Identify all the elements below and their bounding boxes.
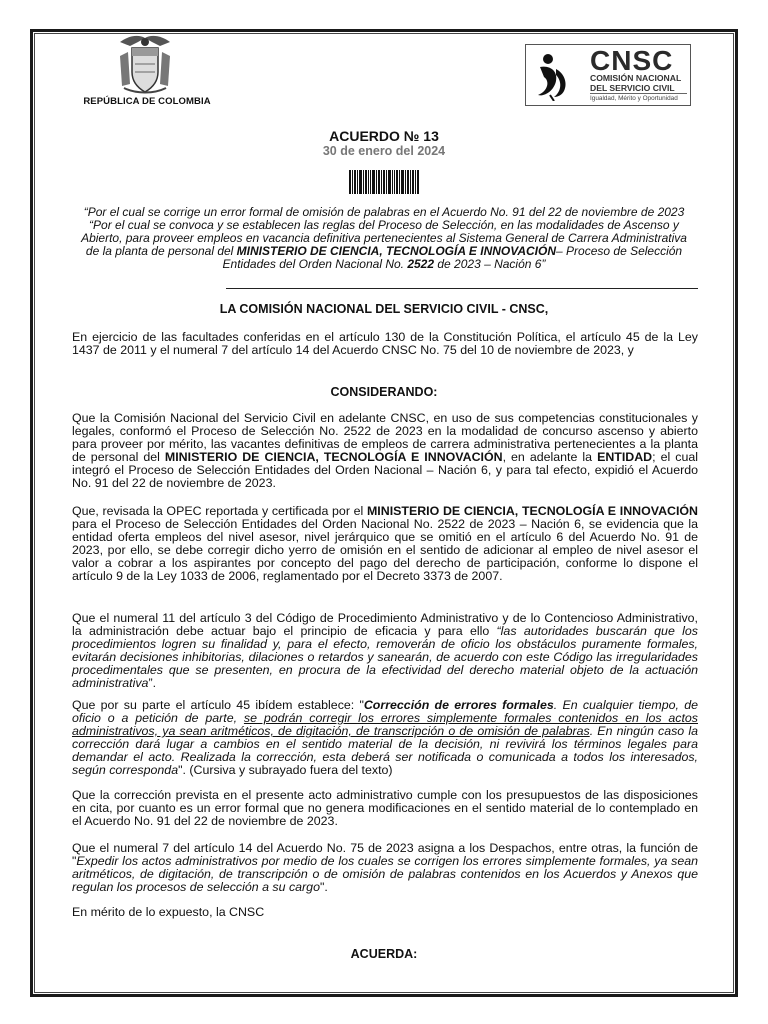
paragraph-4	[72, 699, 698, 777]
p2-text-a: Que, revisada la OPEC reportada y certificada por el	[72, 504, 367, 518]
epigraph-text-3: de 2023 – Nación 6”	[434, 257, 546, 271]
p1-entidad: ENTIDAD	[597, 450, 653, 464]
paragraph-2	[72, 505, 698, 583]
p1-text-c: , en adelante la	[502, 450, 598, 464]
p6-text-c: ".	[319, 880, 328, 894]
cnsc-acronym: CNSC	[590, 45, 674, 76]
p2-text-c: para el Proceso de Selección Entidades del Orden Nacional No. 2522 de 2023 – Nación 6, se evidencia que la entidad oferta empleos del nivel asesor, nivel jerárquico que se omitió en el artículo 6 del Acuerdo No. 91 de 2023, por ello, se debe corregir dicho yerro de omisión en el sentido de adicionar al empleo de nivel asesor el valor a cobrar a los aspirantes por concepto del pago del derecho de participación, conforme lo dispone el artículo 9 de la Ley 1033 de 2006, reglamentado por el Decreto 3373 de 2007.	[72, 517, 698, 583]
cnsc-tagline: Igualdad, Mérito y Oportunidad	[590, 95, 678, 102]
acuerdo-number: ACUERDO № 13	[329, 128, 439, 144]
cnsc-name-line1: COMISIÓN NACIONAL	[590, 73, 682, 83]
colombia-coat-of-arms-icon	[108, 34, 182, 96]
cnsc-divider	[590, 93, 687, 94]
epigraph-text-2: – Proceso de Selección Entidades del Orden Nacional No.	[222, 244, 683, 271]
paragraph-1	[72, 412, 698, 490]
epigraph-entity: MINISTERIO DE CIENCIA, TECNOLOGÍA E INNOVACIÓN	[236, 244, 557, 258]
p4-article-title: Corrección de errores formales	[363, 698, 554, 712]
p3-quote: “las autoridades buscarán que los procedimientos logren su finalidad y, para el efecto, removerán de oficio los obstáculos puramente formales, evitarán decisiones inhibitorias, dilaciones o retardos y sanearán, de acuerdo con este Código las irregularidades procedimentales que se presenten, en procura de la efectividad del derecho material objeto de la actuación administrativa	[72, 624, 698, 690]
p3-text-a: Que el numeral 11 del artículo 3 del Código de Procedimiento Administrativo y de lo Contencioso Administrativo, la administración debe actuar bajo el principio de eficacia y para ello	[72, 611, 698, 638]
p4-text-e: . En ningún caso la corrección dará lugar a cambios en el sentido material de la decisión, ni revivirá los términos legales para demandar el acto. Realizada la corrección, esta deberá ser notificada o comunicada a todos los interesados, según corresponda	[72, 724, 698, 777]
p2-entity: MINISTERIO DE CIENCIA, TECNOLOGÍA E INNOVACIÓN	[366, 504, 698, 518]
p1-entity: MINISTERIO DE CIENCIA, TECNOLOGÍA E INNOVACIÓN	[164, 450, 503, 464]
p1-text-e: ; el cual integró el Proceso de Selección Entidades del Orden Nacional – Nación 6, y para tal efecto, expidió el Acuerdo No. 91 del 22 de noviembre de 2023.	[72, 450, 698, 490]
paragraph-6	[72, 842, 698, 894]
acuerdo-epigraph	[74, 206, 694, 271]
p3-text-c: ”.	[148, 676, 157, 690]
epigraph-text: “Por el cual se corrige un error formal de omisión de palabras en el Acuerdo No. 91 del 22 de noviembre de 2023 “Por el cual se convoca y se establecen las reglas del Proceso de Selección, en las modalidades de Ascenso y Abierto, para proveer empleos en vacancia definitiva pertenecientes al Sistema General de Carrera Administrativa de la planta de personal del	[81, 205, 687, 258]
cnsc-figure-icon	[534, 51, 570, 101]
considerando-heading: CONSIDERANDO:	[330, 385, 438, 399]
p1-text-a: Que la Comisión Nacional del Servicio Civil en adelante CNSC, en uso de sus competencias constitucionales y legales, conformó el Proceso de Selección No. 2522 de 2023 en la modalidad de concurso ascenso y abierto para proveer por mérito, las vacantes definitivas de empleos de carrera administrativa pertenecientes a la planta de personal del	[72, 411, 698, 464]
acuerdo-date: 30 de enero del 2024	[322, 144, 446, 158]
republica-de-colombia-label: REPÚBLICA DE COLOMBIA	[83, 96, 211, 107]
paragraph-5: Que la corrección prevista en el presente acto administrativo cumple con los presupuestos de las disposiciones en cita, por cuanto es un error formal que no genera modificaciones en el sentido material de lo contemplado en el Acuerdo No. 91 del 22 de noviembre de 2023.	[72, 788, 698, 828]
epigraph-process-number: 2522	[407, 257, 435, 271]
barcode-icon	[349, 170, 419, 194]
preamble-paragraph: En ejercicio de las facultades conferidas en el artículo 130 de la Constitución Política, el artículo 45 de la Ley 1437 de 2011 y el numeral 7 del artículo 14 del Acuerdo CNSC No. 75 del 10 de noviembre de 2023, y	[72, 330, 698, 357]
epigraph-rule	[226, 288, 698, 289]
cnsc-name	[590, 73, 681, 93]
p4-underlined-text: se podrán corregir los errores simplemente formales contenidos en los actos administrativos, ya sean aritméticos, de digitación, de transcripción o de omisión de palabras	[72, 711, 698, 738]
p4-text-f: ". (Cursiva y subrayado fuera del texto)	[178, 763, 393, 777]
p6-quote: Expedir los actos administrativos por medio de los cuales se corrigen los errores simplemente formales, ya sean aritméticos, de digitación, de transcripción o de omisión de palabras contenidos en los Acuerdos y Anexos que regulan los procesos de selección a su cargo	[72, 854, 698, 894]
p4-text-a: Que por su parte el artículo 45 ibídem establece: "	[72, 698, 364, 712]
p6-text-a: Que el numeral 7 del artículo 14 del Acuerdo No. 75 de 2023 asigna a los Despachos, entre otras, la función de "	[72, 841, 698, 868]
acuerda-heading: ACUERDA:	[350, 947, 418, 961]
p4-text-c: . En cualquier tiempo, de oficio o a petición de parte,	[72, 698, 698, 725]
commission-heading: LA COMISIÓN NACIONAL DEL SERVICIO CIVIL - CNSC,	[219, 302, 549, 316]
paragraph-3	[72, 612, 698, 690]
cnsc-logo	[525, 44, 691, 106]
paragraph-7: En mérito de lo expuesto, la CNSC	[72, 905, 265, 919]
cnsc-name-line2: DEL SERVICIO CIVIL	[590, 83, 675, 93]
